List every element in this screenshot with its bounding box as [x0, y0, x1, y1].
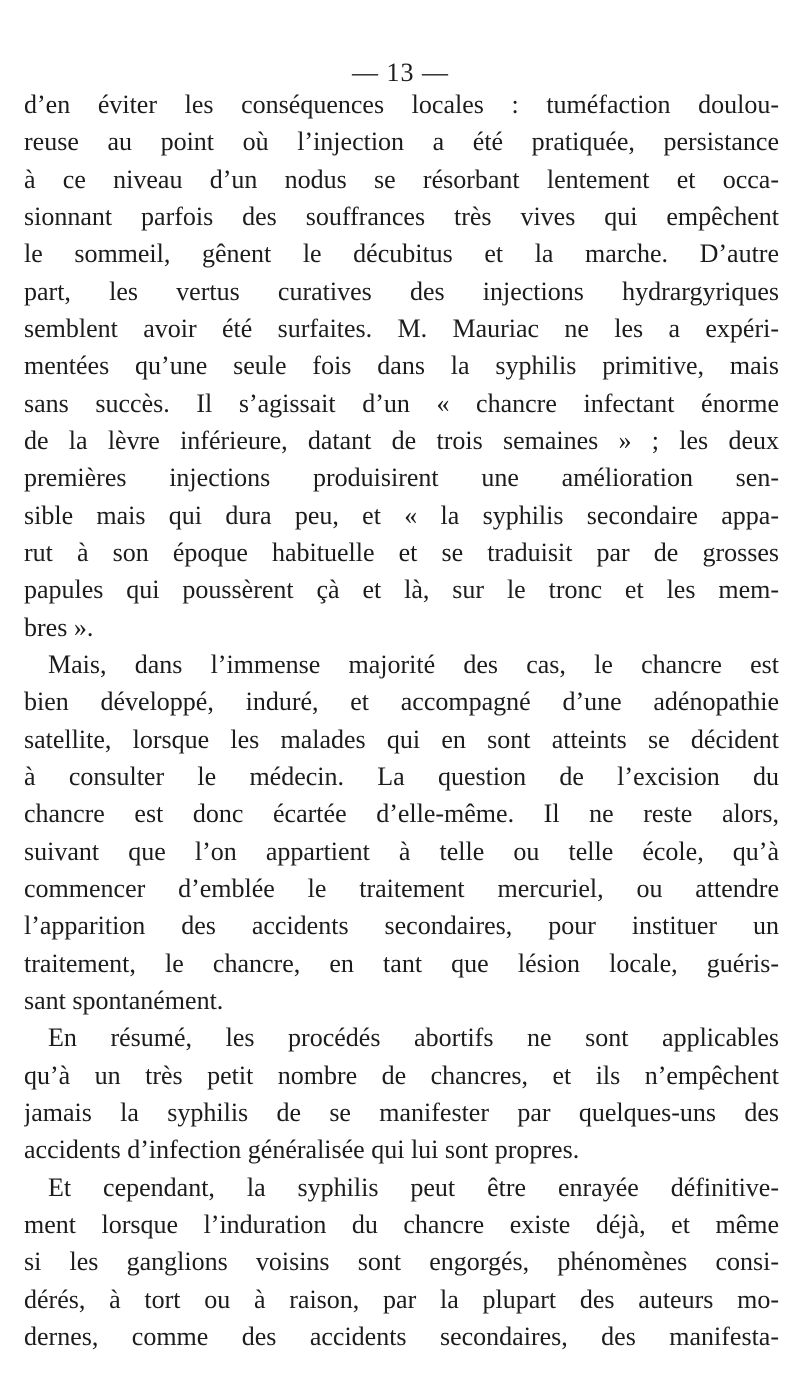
text-line: Et cependant, la syphilis peut être enrayée définitive- [48, 1172, 779, 1202]
text-line: mentées qu’une seule fois dans la syphilis primitive, mais [24, 351, 779, 381]
text-line: accidents d’infection généralisée qui lui sont propres. [24, 1135, 580, 1165]
text-line: dérés, à tort ou à raison, par la plupart des auteurs mo- [24, 1284, 779, 1314]
text-line: sant spontanément. [24, 985, 224, 1015]
text-line: d’en éviter les conséquences locales : tuméfaction doulou- [24, 90, 779, 119]
text-line: chancre est donc écartée d’elle-même. Il ne reste alors, [24, 799, 779, 829]
text-line: qu’à un très petit nombre de chancres, et ils n’empêchent [24, 1060, 779, 1090]
text-line: le sommeil, gênent le décubitus et la marche. D’autre [24, 239, 779, 269]
text-line: bien développé, induré, et accompagné d’une adénopathie [24, 687, 779, 717]
text-line: jamais la syphilis de se manifester par quelques-uns des [24, 1097, 779, 1127]
text-line: commencer d’emblée le traitement mercuriel, ou attendre [24, 873, 779, 903]
text-line: bres ». [24, 612, 94, 642]
text-line: sible mais qui dura peu, et « la syphilis secondaire appa- [24, 500, 779, 530]
text-line: sionnant parfois des souffrances très vives qui empêchent [24, 201, 779, 231]
text-line: rut à son époque habituelle et se traduisit par de grosses [24, 537, 779, 567]
text-line: suivant que l’on appartient à telle ou telle école, qu’à [24, 836, 779, 866]
text-line: traitement, le chancre, en tant que lésion locale, guéris- [24, 948, 779, 978]
text-line: reuse au point où l’injection a été pratiquée, persistance [24, 127, 779, 157]
text-line: dernes, comme des accidents secondaires, des manifesta- [24, 1321, 779, 1351]
text-line: papules qui poussèrent çà et là, sur le tronc et les mem- [24, 575, 779, 605]
text-line: Mais, dans l’immense majorité des cas, le chancre est [48, 649, 779, 679]
page-number: — 13 — [352, 58, 449, 87]
text-line: part, les vertus curatives des injections hydrargyriques [24, 276, 779, 306]
text-line: de la lèvre inférieure, datant de trois semaines » ; les deux [24, 425, 779, 455]
body-text [24, 86, 779, 1355]
text-line: premières injections produisirent une amélioration sen- [24, 463, 779, 493]
text-line: à ce niveau d’un nodus se résorbant lentement et occa- [24, 164, 779, 194]
text-line: à consulter le médecin. La question de l’excision du [24, 761, 779, 791]
text-line: ment lorsque l’induration du chancre existe déjà, et même [24, 1209, 779, 1239]
text-line: sans succès. Il s’agissait d’un « chancre infectant énorme [24, 388, 779, 418]
text-line: satellite, lorsque les malades qui en sont atteints se décident [24, 724, 779, 754]
text-line: semblent avoir été surfaites. M. Mauriac ne les a expéri- [24, 313, 779, 343]
text-line: l’apparition des accidents secondaires, pour instituer un [24, 911, 779, 941]
text-line: En résumé, les procédés abortifs ne sont applicables [48, 1023, 779, 1053]
text-line: si les ganglions voisins sont engorgés, phénomènes consi- [24, 1247, 779, 1277]
